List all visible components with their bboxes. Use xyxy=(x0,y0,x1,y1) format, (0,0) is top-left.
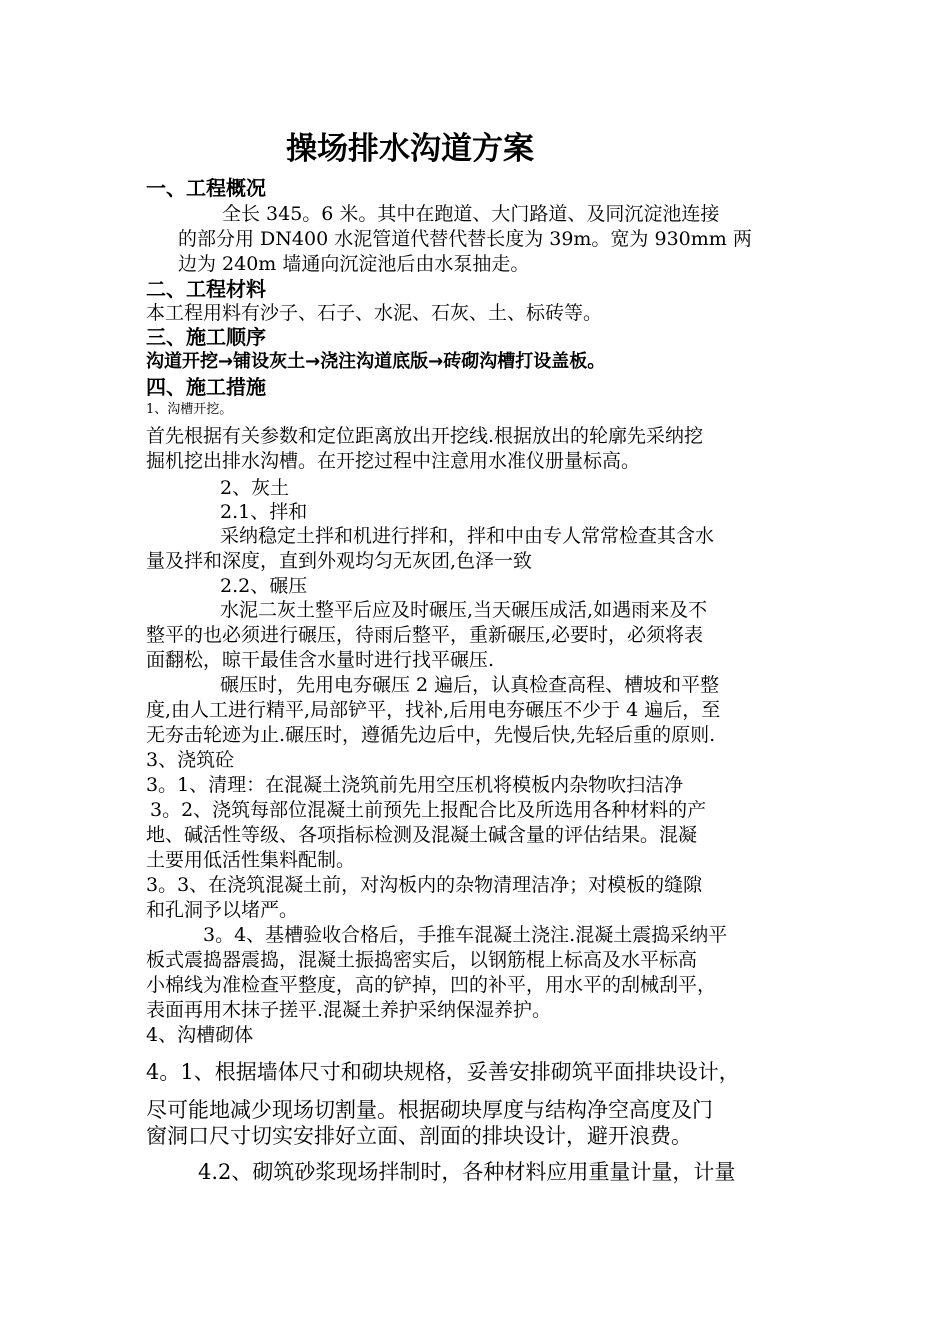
paragraph-line: 和孔洞予以堵严。 xyxy=(146,899,299,921)
section-heading-overview: 一、工程概况 xyxy=(146,176,266,200)
paragraph-line: 全长 345。6 米。其中在跑道、大门路道、及同沉淀池连接 xyxy=(222,203,720,225)
paragraph-line: 窗洞口尺寸切实安排好立面、剖面的排块设计，避开浪费。 xyxy=(146,1124,692,1148)
subheading-lime-soil: 2、灰土 xyxy=(220,477,290,499)
subheading-trench-excavation: 1、沟槽开挖。 xyxy=(146,402,233,417)
paragraph-line: 碾压时，先用电夯碾压 2 遍后，认真检查高程、槽坡和平整 xyxy=(220,674,720,696)
section-heading-measures: 四、施工措施 xyxy=(146,375,266,399)
section-heading-materials: 二、工程材料 xyxy=(146,277,266,301)
paragraph-line: 地、碱活性等级、各项指标检测及混凝土碱含量的评估结果。混凝 xyxy=(146,824,698,846)
section-heading-sequence: 三、施工顺序 xyxy=(146,325,266,349)
paragraph-line: 表面再用木抹子搓平.混凝土养护采纳保湿养护。 xyxy=(146,999,552,1021)
paragraph-line: 掘机挖出排水沟槽。在开挖过程中注意用水准仪册量标高。 xyxy=(146,450,641,472)
subheading-mixing: 2.1、拌和 xyxy=(220,501,308,523)
subheading-concrete: 3、浇筑砼 xyxy=(146,749,235,771)
paragraph-line: 的部分用 DN400 水泥管道代替代替长度为 39m。宽为 930mm 两 xyxy=(178,228,752,250)
paragraph-line: 小棉线为准检查平整度，高的铲掉，凹的补平，用水平的刮械刮平， xyxy=(146,974,717,996)
paragraph-line: 3。2、浇筑每部位混凝土前预先上报配合比及所选用各种材料的产 xyxy=(150,799,707,821)
subheading-compaction: 2.2、碾压 xyxy=(220,575,308,597)
paragraph-line: 土要用低活性集料配制。 xyxy=(146,849,356,871)
paragraph-line: 面翻松，晾干最佳含水量时进行找平碾压. xyxy=(146,649,495,671)
paragraph-line: 板式震捣器震捣，混凝土振捣密实后，以钢筋棍上标高及水平标高 xyxy=(146,949,698,971)
paragraph-line: 4.2、砌筑砂浆现场拌制时，各种材料应用重量计量，计量 xyxy=(198,1160,736,1184)
paragraph-line: 3。1、清理：在混凝土浇筑前先用空压机将模板内杂物吹扫洁净 xyxy=(146,774,684,796)
paragraph-line: 首先根据有关参数和定位距离放出开挖线.根据放出的轮廓先采纳挖 xyxy=(146,425,704,447)
paragraph-line: 水泥二灰土整平后应及时碾压,当天碾压成活,如遇雨来及不 xyxy=(220,599,708,621)
paragraph-line: 本工程用料有沙子、石子、水泥、石灰、土、标砖等。 xyxy=(146,302,603,324)
paragraph-line: 度,由人工进行精平,局部铲平，找补,后用电夯碾压不少于 4 遍后，至 xyxy=(146,699,721,721)
paragraph-line: 整平的也必须进行碾压，待雨后整平，重新碾压,必要时，必须将表 xyxy=(146,624,704,646)
paragraph-line: 尽可能地减少现场切割量。根据砌块厚度与结构净空高度及门 xyxy=(146,1098,713,1122)
paragraph-line: 3。4、基槽验收合格后，手推车混凝土浇注.混凝土震捣采纳平 xyxy=(203,924,728,946)
paragraph-line: 采纳稳定土拌和机进行拌和，拌和中由专人常常检查其含水 xyxy=(220,525,715,547)
paragraph-line: 4。1、根据墙体尺寸和砌块规格，妥善安排砌筑平面排块设计， xyxy=(146,1060,740,1084)
paragraph-line: 3。3、在浇筑混凝土前，对沟板内的杂物清理洁净；对模板的缝隙 xyxy=(146,874,703,896)
paragraph-line: 无夯击轮迹为止.碾压时，遵循先边后中，先慢后快,先轻后重的原则. xyxy=(146,724,716,746)
document-title: 操场排水沟道方案 xyxy=(286,131,534,167)
subheading-masonry: 4、沟槽砌体 xyxy=(146,1024,254,1046)
paragraph-line: 量及拌和深度，直到外观均匀无灰团,色泽一致 xyxy=(146,550,533,572)
sequence-line: 沟道开挖→铺设灰土→浇注沟道底版→砖砌沟槽打设盖板。 xyxy=(146,351,606,372)
paragraph-line: 边为 240m 墙通向沉淀池后由水泵抽走。 xyxy=(178,253,530,275)
